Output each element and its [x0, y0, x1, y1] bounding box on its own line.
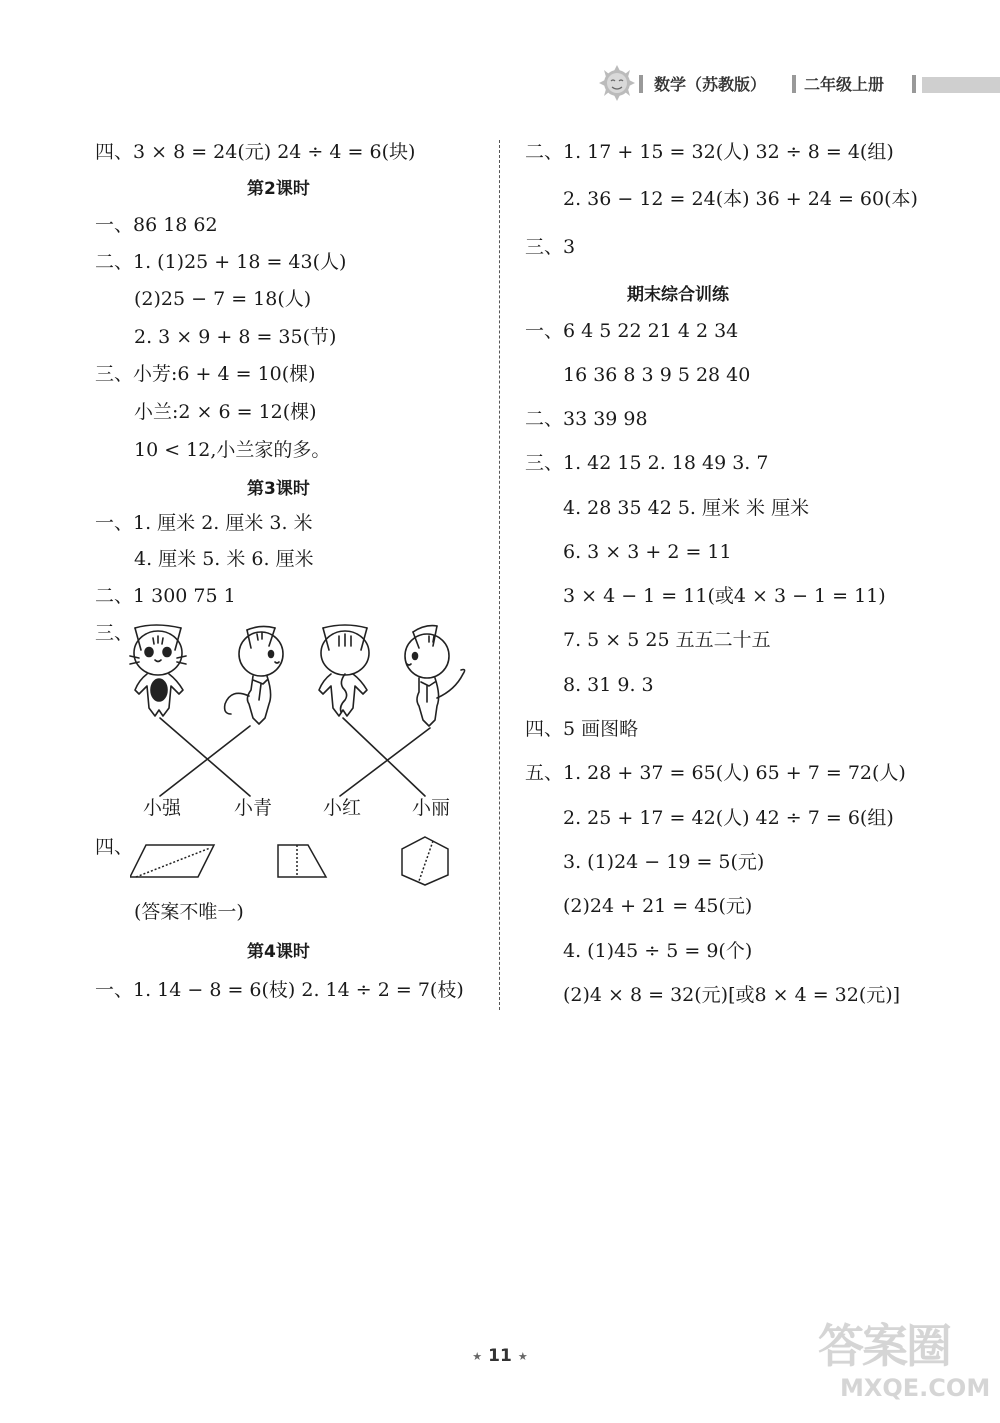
answer-line: 一、1. 厘米 2. 厘米 3. 米 [95, 512, 313, 534]
answer-line: 二、1 300 75 1 [95, 585, 236, 607]
column-divider [499, 140, 500, 1010]
sun-mascot-icon [597, 65, 637, 101]
header-band [922, 77, 1000, 93]
watermark [818, 1310, 991, 1410]
answer-line: (2)24 + 21 = 45(元) [563, 895, 753, 917]
star-icon: ★ [517, 1349, 528, 1363]
answer-line: 四、5 画图略 [525, 718, 639, 740]
section-heading: 第2课时 [247, 179, 310, 199]
answer-line: 二、1. (1)25 + 18 = 43(人) [95, 251, 347, 273]
answer-line: 4. 28 35 42 5. 厘米 米 厘米 [563, 497, 810, 519]
answer-line: 10 < 12,小兰家的多。 [134, 439, 331, 461]
star-icon: ★ [472, 1349, 483, 1363]
grade-title: 二年级上册 [804, 75, 885, 94]
answer-line: 一、6 4 5 22 21 4 2 34 [525, 320, 739, 342]
answer-line: 2. 3 × 9 + 8 = 35(节) [134, 326, 337, 348]
watermark-url: MXQE.COM [840, 1374, 991, 1402]
answer-line: 一、86 18 62 [95, 214, 218, 236]
answer-line: 五、1. 28 + 37 = 65(人) 65 + 7 = 72(人) [525, 762, 906, 784]
answer-line: 一、1. 14 − 8 = 6(枝) 2. 14 ÷ 2 = 7(枝) [95, 979, 464, 1001]
parallelogram-icon [130, 845, 214, 877]
answer-line: 2. 36 − 12 = 24(本) 36 + 24 = 60(本) [563, 188, 918, 210]
answer-line: 4. (1)45 ÷ 5 = 9(个) [563, 940, 753, 962]
answer-line: 8. 31 9. 3 [563, 674, 654, 696]
cat-front-icon [130, 625, 186, 716]
answer-line: 7. 5 × 5 25 五五二十五 [563, 629, 771, 651]
header-bar-divider [912, 75, 916, 93]
trapezoid-icon [278, 845, 326, 877]
cat-side-left-icon [405, 626, 465, 726]
answer-line: 2. 25 + 17 = 42(人) 42 ÷ 7 = 6(组) [563, 807, 894, 829]
cat-name-label: 小红 [323, 797, 362, 819]
question-label: 四、 [95, 836, 134, 858]
subject-title: 数学（苏教版） [654, 75, 767, 94]
answer-note: (答案不唯一) [134, 901, 244, 923]
cat-matching-figure [125, 618, 475, 798]
cat-name-label: 小丽 [412, 797, 451, 819]
watermark-logo-text: 答案圈 [818, 1319, 950, 1373]
cat-name-label: 小青 [234, 797, 273, 819]
hexagon-icon [402, 837, 448, 885]
page-number: 11 [488, 1346, 512, 1366]
shape-division-figure [130, 835, 470, 887]
answer-line: (2)25 − 7 = 18(人) [134, 288, 312, 310]
answer-line: 3. (1)24 − 19 = 5(元) [563, 851, 765, 873]
section-heading: 期末综合训练 [627, 285, 729, 305]
answer-line: 四、3 × 8 = 24(元) 24 ÷ 4 = 6(块) [95, 141, 416, 163]
answer-line: 二、1. 17 + 15 = 32(人) 32 ÷ 8 = 4(组) [525, 141, 894, 163]
cat-back-icon [319, 625, 369, 716]
question-label: 三、 [95, 622, 134, 644]
cat-side-right-icon [225, 626, 283, 724]
answer-line: 三、1. 42 15 2. 18 49 3. 7 [525, 452, 769, 474]
answer-line: 3 × 4 − 1 = 11(或4 × 3 − 1 = 11) [563, 585, 886, 607]
section-heading: 第3课时 [247, 479, 310, 499]
answer-line: 三、小芳:6 + 4 = 10(棵) [95, 363, 316, 385]
answer-line: 小兰:2 × 6 = 12(棵) [134, 401, 317, 423]
answer-line: (2)4 × 8 = 32(元)[或8 × 4 = 32(元)] [563, 984, 901, 1006]
section-heading: 第4课时 [247, 942, 310, 962]
header-bar-divider [639, 75, 643, 93]
page-header [592, 62, 1000, 102]
answer-line: 16 36 8 3 9 5 28 40 [563, 364, 751, 386]
header-bar-divider [792, 75, 796, 93]
answer-line: 三、3 [525, 236, 576, 258]
answer-line: 4. 厘米 5. 米 6. 厘米 [134, 548, 314, 570]
answer-line: 二、33 39 98 [525, 408, 648, 430]
cat-name-label: 小强 [143, 797, 182, 819]
answer-line: 6. 3 × 3 + 2 = 11 [563, 541, 732, 563]
